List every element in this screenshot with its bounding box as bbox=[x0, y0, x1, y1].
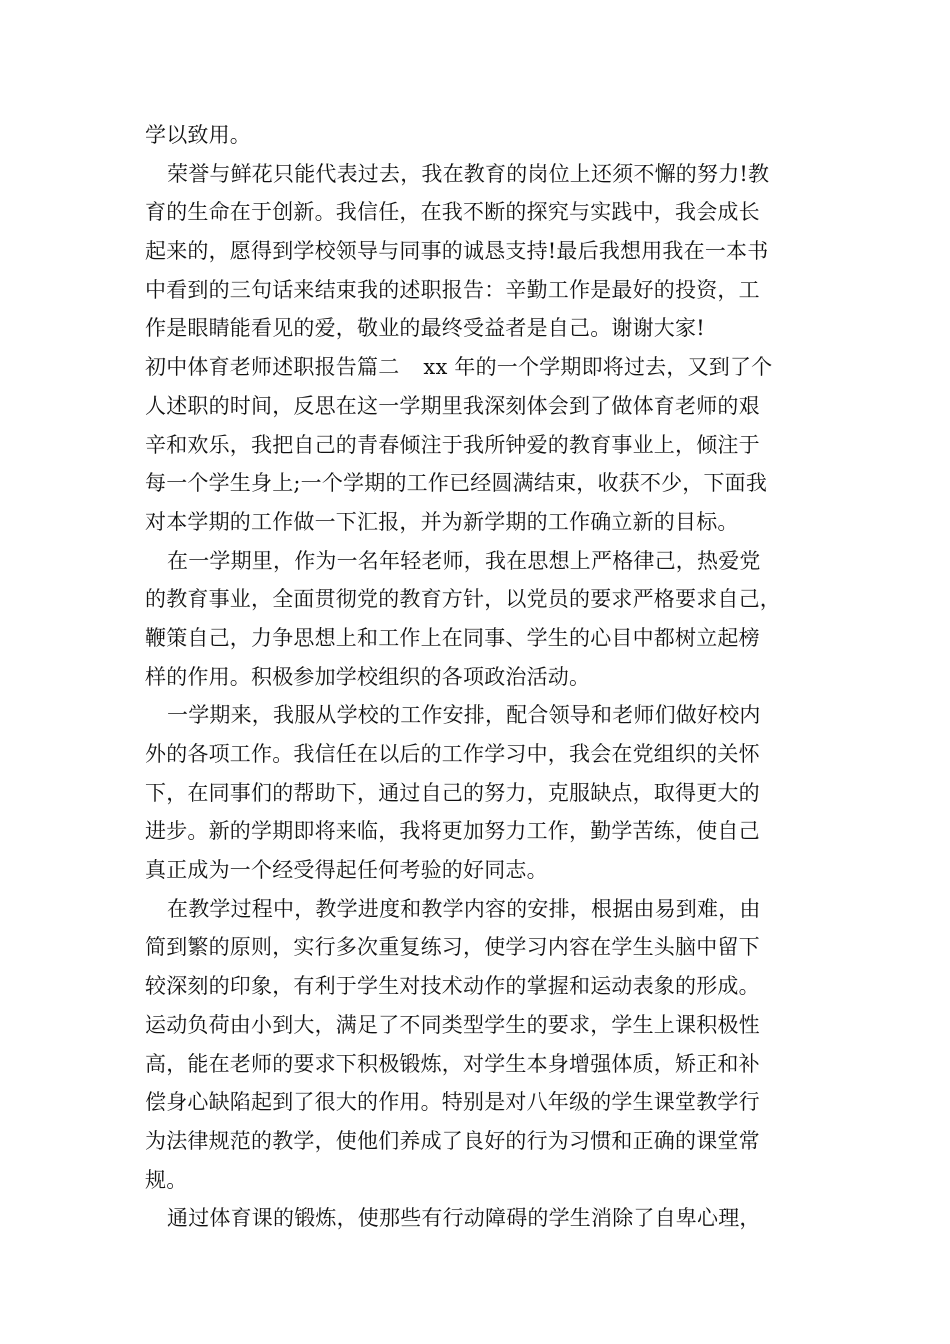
text-line: 育的生命在于创新。我信任，在我不断的探究与实践中，我会成长 bbox=[145, 200, 760, 225]
text-line: 简到繁的原则，实行多次重复练习，使学习内容在学生头脑中留下 bbox=[145, 935, 760, 960]
text-line: 下，在同事们的帮助下，通过自己的努力，克服缺点，取得更大的 bbox=[145, 780, 760, 805]
text-line: 高，能在老师的要求下积极锻炼，对学生本身增强体质，矫正和补 bbox=[145, 1051, 760, 1076]
text-line: 中看到的三句话来结束我的述职报告：辛勤工作是最好的投资，工 bbox=[145, 277, 760, 302]
section-heading-line bbox=[145, 348, 810, 387]
text-line: 为法律规范的教学，使他们养成了良好的行为习惯和正确的课堂常 bbox=[145, 1128, 760, 1153]
paragraph-start-line: 荣誉与鲜花只能代表过去，我在教育的岗位上还须不懈的努力!教 bbox=[167, 161, 770, 186]
text-line: 真正成为一个经受得起任何考验的好同志。 bbox=[145, 858, 548, 883]
text-line: 作是眼睛能看见的爱，敬业的最终受益者是自己。谢谢大家! bbox=[145, 316, 705, 341]
text-line: 偿身心缺陷起到了很大的作用。特别是对八年级的学生课堂教学行 bbox=[145, 1090, 760, 1115]
text-line: 样的作用。积极参加学校组织的各项政治活动。 bbox=[145, 664, 591, 689]
text-line: 辛和欢乐，我把自己的青春倾注于我所钟爱的教育事业上，倾注于 bbox=[145, 432, 760, 457]
text-line: 人述职的时间，反思在这一学期里我深刻体会到了做体育老师的艰 bbox=[145, 393, 760, 418]
document-body bbox=[145, 116, 810, 1238]
paragraph-start-line: 在教学过程中，教学进度和教学内容的安排，根据由易到难，由 bbox=[167, 896, 761, 921]
section-intro-text: xx 年的一个学期即将过去，又到了个 bbox=[423, 355, 773, 380]
text-line: 外的各项工作。我信任在以后的工作学习中，我会在党组织的关怀 bbox=[145, 742, 760, 766]
paragraph-start-line: 在一学期里，作为一名年轻老师，我在思想上严格律己，热爱党 bbox=[167, 548, 761, 573]
paragraph-start-line: 一学期来，我服从学校的工作安排，配合领导和老师们做好校内 bbox=[167, 703, 761, 728]
text-line: 的教育事业，全面贯彻党的教育方针，以党员的要求严格要求自己， bbox=[145, 587, 781, 612]
text-line: 对本学期的工作做一下汇报，并为新学期的工作确立新的目标。 bbox=[145, 509, 739, 534]
text-line: 较深刻的印象，有利于学生对技术动作的掌握和运动表象的形成。 bbox=[145, 974, 760, 999]
text-line: 学以致用。 bbox=[145, 123, 251, 147]
paragraph-start-line: 通过体育课的锻炼，使那些有行动障碍的学生消除了自卑心理， bbox=[167, 1206, 761, 1231]
text-line: 鞭策自己，力争思想上和工作上在同事、学生的心目中都树立起榜 bbox=[145, 625, 760, 650]
text-line: 每一个学生身上;一个学期的工作已经圆满结束，收获不少，下面我 bbox=[145, 471, 768, 496]
text-line: 规。 bbox=[145, 1167, 188, 1192]
text-line: 进步。新的学期即将来临，我将更加努力工作，勤学苦练，使自己 bbox=[145, 819, 760, 844]
section-heading: 初中体育老师述职报告篇二 bbox=[145, 355, 400, 380]
text-line: 起来的，愿得到学校领导与同事的诚恳支持!最后我想用我在一本书 bbox=[145, 239, 769, 264]
text-line: 运动负荷由小到大，满足了不同类型学生的要求，学生上课积极性 bbox=[145, 1012, 760, 1037]
